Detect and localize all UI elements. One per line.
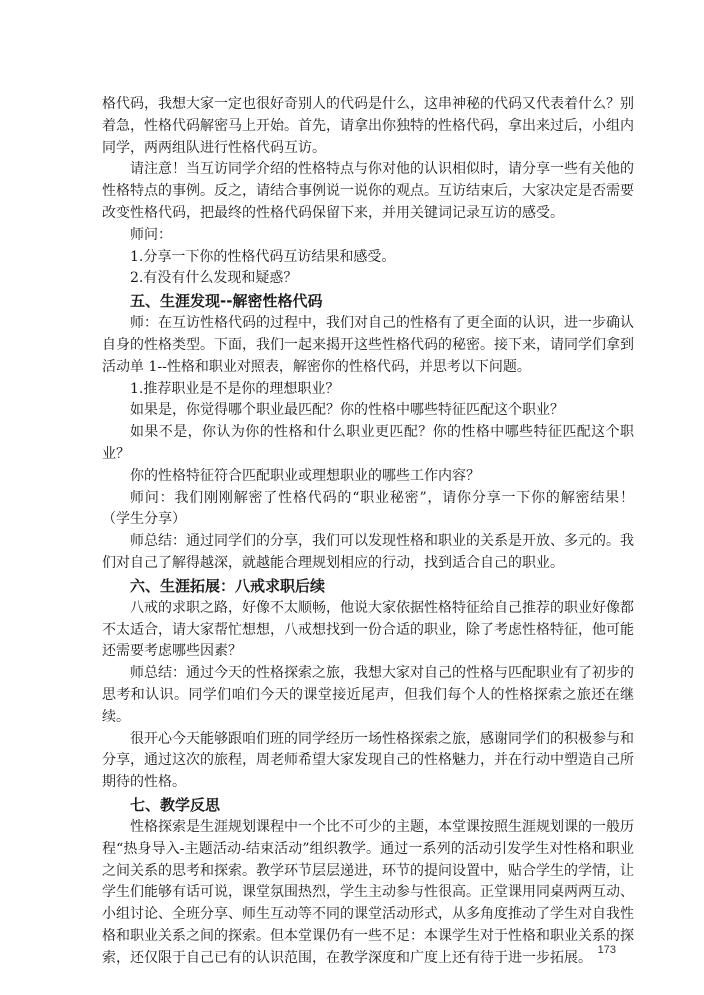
body-paragraph: 1.分享一下你的性格代码互访结果和感受。 bbox=[130, 248, 396, 265]
body-paragraph: 2.有没有什么发现和疑惑？ bbox=[130, 270, 298, 287]
body-paragraph: 师总结：通过同学们的分享，我们可以发现性格和职业的关系是开放、多元的。我们对自己了解得越深，就越能合理规划相应的行动，找到适合自己的职业。 bbox=[102, 533, 634, 571]
body-paragraph: 如果是，你觉得哪个职业最匹配？你的性格中哪些特征匹配这个职业？ bbox=[130, 402, 564, 419]
body-paragraph: 请注意！当互访同学介绍的性格特点与你对他的认识相似时，请分享一些有关他的性格特点的事例。反之，请结合事例说一说你的观点。互访结束后，大家决定是否需要改变性格代码，把最终的性格代码保留下来，并用关键词记录互访的感受。 bbox=[102, 161, 634, 221]
document-body bbox=[102, 94, 634, 969]
body-paragraph: 如果不是，你认为你的性格和什么职业更匹配？你的性格中哪些特征匹配这个职业？ bbox=[102, 424, 634, 462]
body-paragraph: 师总结：通过今天的性格探索之旅，我想大家对自己的性格与匹配职业有了初步的思考和认识。同学们咱们今天的课堂接近尾声，但我们每个人的性格探索之旅还在继续。 bbox=[102, 665, 634, 725]
body-paragraph: 格代码，我想大家一定也很好奇别人的代码是什么，这串神秘的代码又代表着什么？别着急，性格代码解密马上开始。首先，请拿出你独特的性格代码，拿出来过后，小组内同学，两两组队进行性格代码互访。 bbox=[102, 96, 634, 156]
body-paragraph: 师问：我们刚刚解密了性格代码的“职业秘密”，请你分享一下你的解密结果！（学生分享） bbox=[102, 489, 634, 528]
section-heading: 六、生涯拓展：八戒求职后续 bbox=[130, 576, 326, 595]
body-paragraph: 你的性格特征符合匹配职业或理想职业的哪些工作内容？ bbox=[130, 467, 480, 484]
page-number: 173 bbox=[597, 944, 616, 956]
body-paragraph: 很开心今天能够跟咱们班的同学经历一场性格探索之旅，感谢同学们的积极参与和分享，通过这次的旅程，周老师希望大家发现自己的性格魅力，并在行动中塑造自己所期待的性格。 bbox=[102, 730, 634, 791]
section-heading: 五、生涯发现--解密性格代码 bbox=[130, 292, 323, 311]
body-paragraph: 1.推荐职业是不是你的理想职业？ bbox=[130, 380, 340, 397]
body-paragraph: 师：在互访性格代码的过程中，我们对自己的性格有了更全面的认识，进一步确认自身的性格类型。下面，我们一起来揭开这些性格代码的秘密。接下来，请同学们拿到活动单 1--性格和职业对照表，解密你的性格代码，并思考以下问题。 bbox=[102, 315, 634, 375]
section-heading: 七、教学反思 bbox=[130, 795, 221, 814]
body-paragraph: 师问： bbox=[130, 226, 172, 243]
body-paragraph: 八戒的求职之路，好像不太顺畅，他说大家依据性格特征给自己推荐的职业好像都不太适合，请大家帮忙想想，八戒想找到一份合适的职业，除了考虑性格特征，他可能还需要考虑哪些因素？ bbox=[102, 599, 634, 660]
body-paragraph: 性格探索是生涯规划课程中一个比不可少的主题，本堂课按照生涯规划课的一般历程“热身导入-主题活动-结束活动”组织教学。通过一系列的活动引发学生对性格和职业之间关系的思考和探索。教学环节层层递进，环节的提问设置中，贴合学生的学情，让学生们能够有话可说，课堂氛围热烈，学生主动参与性很高。正堂课用同桌两两互动、小组讨论、全班分享、师生互动等不同的课堂活动形式，从多角度推动了学生对自我性格和职业关系之间的探索。但本堂课仍有一些不足：本课学生对于性格和职业关系的探索，还仅限于自己已有的认识范围，在教学深度和广度上还有待于进一步拓展。 bbox=[102, 818, 634, 966]
